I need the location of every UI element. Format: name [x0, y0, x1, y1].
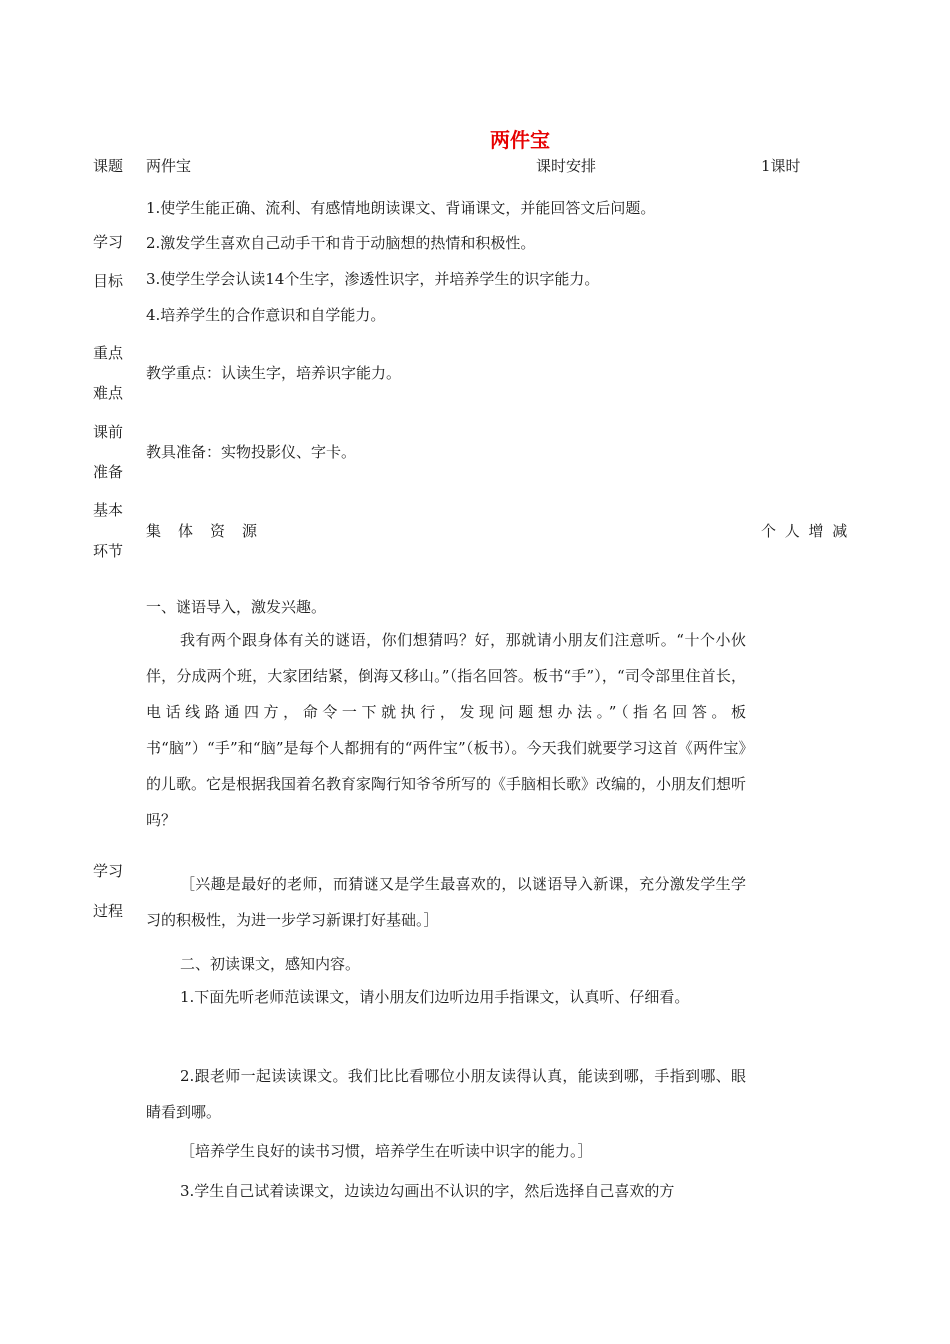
keypoints-label-2: 难点 [92, 384, 123, 402]
schedule-label: 课时安排 [536, 157, 597, 175]
step-2: 2.跟老师一起读读课文。我们比比看哪位小朋友读得认真，能读到哪，手指到哪、眼睛看到哪。 [146, 1067, 746, 1121]
keypoints-text: 教学重点：认读生字，培养识字能力。 [146, 364, 402, 382]
objective-item: 3.使学生学会认读14个生字，渗透性识字，并培养学生的识字能力。 [146, 270, 600, 288]
step-3: 3.学生自己试着读课文，边读边勾画出不认识的字，然后选择自己喜欢的方 [180, 1182, 675, 1200]
objective-item: 2.激发学生喜欢自己动手干和肯于动脑想的热情和积极性。 [146, 234, 536, 252]
basic-label-2: 环节 [92, 542, 123, 560]
schedule-value: 1课时 [761, 157, 801, 175]
personal-adjustments-heading: 个 人 增 减 [761, 522, 850, 540]
prep-label-2: 准备 [92, 463, 123, 481]
keypoints-label-1: 重点 [92, 344, 123, 362]
section1-paragraph: 我有两个跟身体有关的谜语，你们想猜吗？好，那就请小朋友们注意听。“十个小伙伴，分成两个班，大家团结紧，倒海又移山。”（指名回答。板书“手”），“司令部里住首长，电话线路通四方，命令一下就执行，发现问题想办法。”（指名回答。板书“脑”）“手”和“脑”是每个人都拥有的“两件宝”（板书）。今天我们就要学习这首《两件宝》的儿歌。它是根据我国着名教育家陶行知爷爷所写的《手脑相长歌》改编的，小朋友们想听吗？ [146, 631, 747, 829]
objectives-label-2: 目标 [92, 272, 123, 290]
process-label-1: 学习 [92, 862, 123, 880]
collective-resources-heading: 集 体 资 源 [146, 522, 259, 540]
objective-item: 1.使学生能正确、流利、有感情地朗读课文、背诵课文，并能回答文后问题。 [146, 199, 656, 217]
process-label-2: 过程 [92, 902, 123, 920]
objectives-label-1: 学习 [92, 233, 123, 251]
objective-item: 4.培养学生的合作意识和自学能力。 [146, 306, 386, 324]
topic-label: 课题 [92, 157, 123, 175]
topic-value: 两件宝 [146, 157, 192, 175]
step-2-note: ［培养学生良好的读书习惯，培养学生在听读中识字的能力。］ [180, 1142, 593, 1160]
section2-heading: 二、初读课文，感知内容。 [180, 955, 361, 973]
basic-label-1: 基本 [92, 501, 123, 519]
section1-heading: 一、谜语导入，激发兴趣。 [146, 598, 327, 616]
section1-note: ［兴趣是最好的老师，而猜谜又是学生最喜欢的，以谜语导入新课，充分激发学生学习的积极性，为进一步学习新课打好基础。］ [146, 875, 746, 929]
page-title: 两件宝 [490, 128, 550, 152]
step-1: 1.下面先听老师范读课文，请小朋友们边听边用手指课文，认真听、仔细看。 [180, 988, 690, 1006]
prep-text: 教具准备：实物投影仪、字卡。 [146, 443, 357, 461]
prep-label-1: 课前 [92, 423, 123, 441]
